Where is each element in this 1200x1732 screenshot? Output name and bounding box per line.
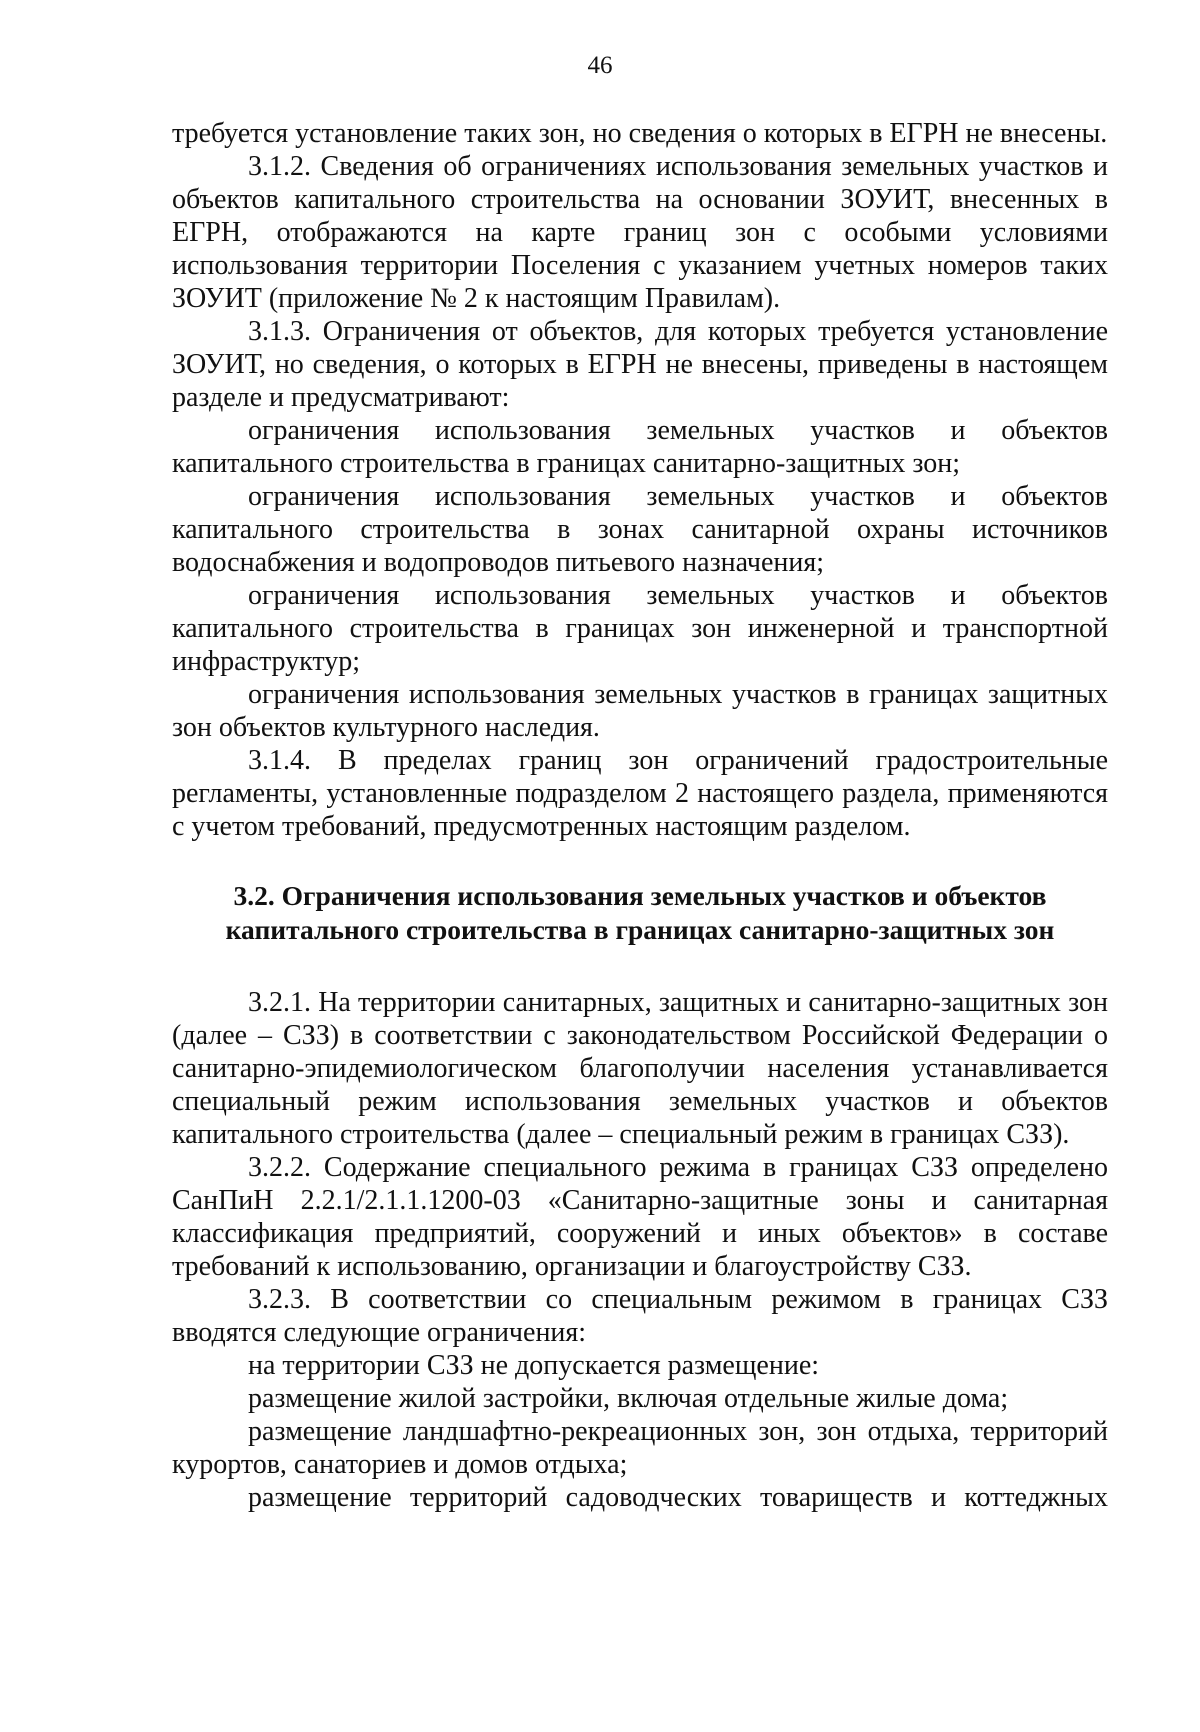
list-item: размещение территорий садоводческих товариществ и коттеджных bbox=[248, 1482, 1108, 1513]
paragraph: 3.2.3. В соответствии со специальным режимом в границах СЗЗ вводятся следующие ограничения: bbox=[172, 1284, 1108, 1348]
list-item: размещение жилой застройки, включая отдельные жилые дома; bbox=[248, 1383, 1009, 1414]
list-item: ограничения использования земельных участков и объектов капитального строительства в зонах санитарной охраны источников водоснабжения и водопроводов питьевого назначения; bbox=[172, 481, 1108, 578]
paragraph: 3.2.2. Содержание специального режима в границах СЗЗ определено СанПиН 2.2.1/2.1.1.1200-03 «Санитарно-защитные зоны и санитарная классификация предприятий, сооружений и иных объектов» в составе требований к использованию, организации и благоустройству СЗЗ. bbox=[172, 1152, 1108, 1282]
paragraph: 3.1.3. Ограничения от объектов, для которых требуется установление ЗОУИТ, но сведения, о которых в ЕГРН не внесены, приведены в настоящем разделе и предусматривают: bbox=[172, 316, 1108, 413]
paragraphs-before bbox=[172, 117, 1108, 843]
document-body bbox=[172, 117, 1108, 1514]
page-number: 46 bbox=[587, 52, 613, 79]
list-item: ограничения использования земельных участков и объектов капитального строительства в границах зон инженерной и транспортной инфраструктур; bbox=[172, 580, 1108, 677]
list-item: размещение ландшафтно-рекреационных зон, зон отдыха, территорий курортов, санаториев и домов отдыха; bbox=[172, 1416, 1108, 1480]
section-heading bbox=[172, 879, 1108, 947]
paragraphs-after bbox=[172, 986, 1108, 1514]
list-item: ограничения использования земельных участков и объектов капитального строительства в границах санитарно-защитных зон; bbox=[172, 415, 1108, 479]
list-item: на территории СЗЗ не допускается размещение: bbox=[248, 1350, 820, 1381]
paragraph: 3.1.2. Сведения об ограничениях использования земельных участков и объектов капитального строительства на основании ЗОУИТ, внесенных в ЕГРН, отображаются на карте границ зон с особыми условиями использования территории Поселения с указанием учетных номеров таких ЗОУИТ (приложение № 2 к настоящим Правилам). bbox=[172, 151, 1108, 314]
paragraph: 3.2.1. На территории санитарных, защитных и санитарно-защитных зон (далее – СЗЗ) в соответствии с законодательством Российской Федерации о санитарно-эпидемиологическом благополучии населения устанавливается специальный режим использования земельных участков и объектов капитального строительства (далее – специальный режим в границах СЗЗ). bbox=[172, 987, 1108, 1150]
section-heading-line: 3.2. Ограничения использования земельных участков и объектов bbox=[233, 880, 1047, 911]
paragraph: требуется установление таких зон, но сведения о которых в ЕГРН не внесены. bbox=[172, 118, 1108, 149]
paragraph: 3.1.4. В пределах границ зон ограничений градостроительные регламенты, установленные подразделом 2 настоящего раздела, применяются с учетом требований, предусмотренных настоящим разделом. bbox=[172, 745, 1108, 842]
list-item: ограничения использования земельных участков в границах защитных зон объектов культурного наследия. bbox=[172, 679, 1108, 743]
section-heading-line: капитального строительства в границах санитарно-защитных зон bbox=[225, 914, 1055, 945]
